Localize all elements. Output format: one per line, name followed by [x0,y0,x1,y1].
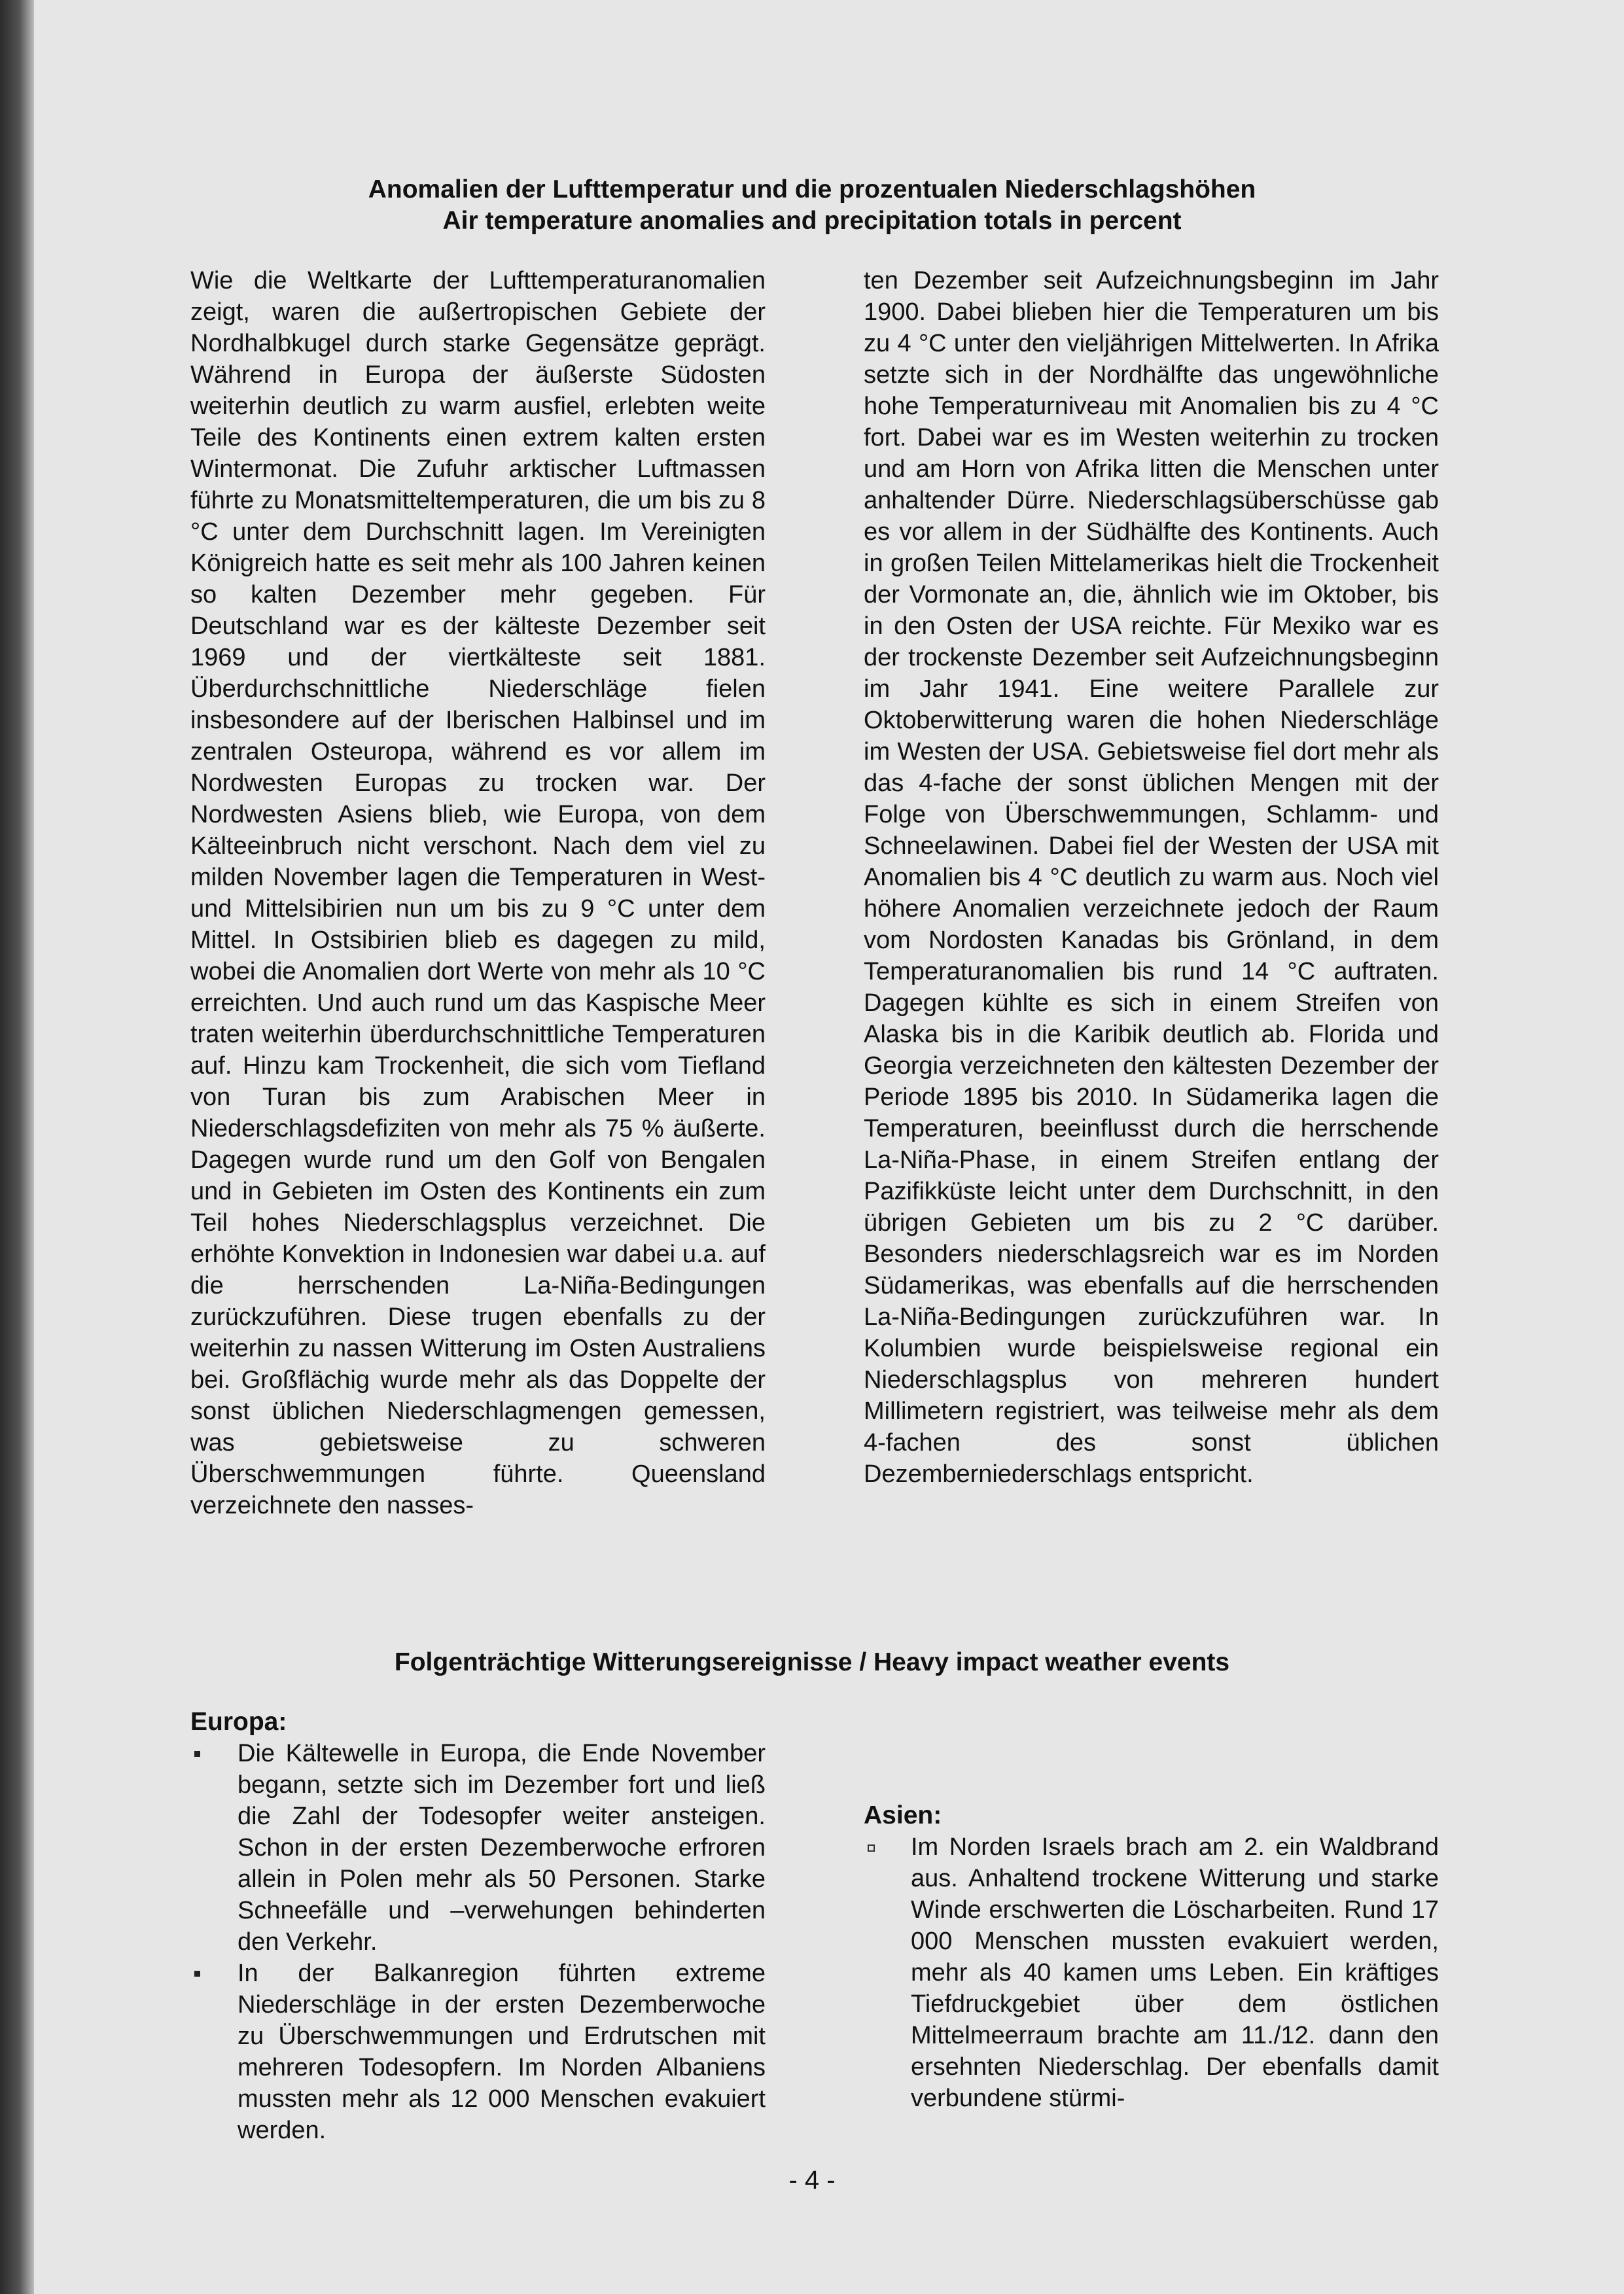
article-column-left [190,265,766,1521]
europe-section-title: Europa: [190,1708,287,1736]
bullet-icon [194,1971,200,1977]
bullet-icon [194,1751,200,1757]
article-text-right: ten Dezember seit Aufzeichnungsbeginn im Jahr 1900. Dabei blieben hier die Temperaturen um bis zu 4 °C unter den vieljährigen Mittelwerten. In Afrika setzte sich in der Nordhälfte das ungewöhnliche hohe Temperaturniveau mit Anomalien bis zu 4 °C fort. Dabei war es im Westen weiterhin zu trocken und am Horn von Afrika litten die Menschen unter anhaltender Dürre. Niederschlagsüberschüsse gab es vor allem in der Südhälfte des Kontinents. Auch in großen Teilen Mittelamerikas hielt die Trockenheit der Vormonate an, die, ähnlich wie im Oktober, bis in den Osten der USA reichte. Für Mexiko war es der trockenste Dezember seit Aufzeichnungsbeginn im Jahr 1941. Eine weitere Parallele zur Oktoberwitterung waren die hohen Niederschläge im Westen der USA. Gebietsweise fiel dort mehr als das 4-fache der sonst üblichen Mengen mit der Folge von Überschwemmungen, Schlamm- und Schneelawinen. Dabei fiel der Westen der USA mit Anomalien bis 4 °C deutlich zu warm aus. Noch viel höhere Anomalien verzeichnete jedoch der Raum vom Nordosten Kanadas bis Grönland, in dem Temperaturanomalien bis rund 14 °C auftraten. Dagegen kühlte es sich in einem Streifen von Alaska bis in die Karibik deutlich ab. Florida und Georgia verzeichneten den kältesten Dezember der Periode 1895 bis 2010. In Südamerika lagen die Temperaturen, beeinflusst durch die herrschende La-Niña-Phase, in einem Streifen entlang der Pazifikküste leicht unter dem Durchschnitt, in den übrigen Gebieten um bis zu 2 °C darüber. Besonders niederschlagsreich war es im Norden Südamerikas, was ebenfalls auf die herrschenden La-Niña-Bedingungen zurückzuführen war. In Kolumbien wurde beispielsweise regional ein Niederschlagsplus von mehreren hundert Millimetern registriert, was teilweise mehr als dem 4-fachen des sonst üblichen Dezemberniederschlags entspricht. [864,267,1439,1488]
scan-shadow-edge [0,0,34,2294]
events-column-left [190,1706,766,2146]
events-heading: Folgenträchtige Witterungsereignisse / Heavy impact weather events [394,1648,1230,1676]
europe-event-text: In der Balkanregion führten extreme Niederschläge in der ersten Dezemberwoche zu Überschwemmungen und Erdrutschen mit mehreren Todesopfern. Im Norden Albaniens mussten mehr als 12 000 Menschen evakuiert werden. [238,1960,766,2144]
asia-section-title: Asien: [864,1801,942,1829]
page-number: - 4 - [788,2166,836,2195]
list-item [864,1831,1439,2114]
bullet-icon [868,1844,875,1852]
asia-event-text: Im Norden Israels brach am 2. ein Waldbrand aus. Anhaltend trockene Witterung und starke Winde erschwerten die Löscharbeiten. Rund 17 000 Menschen mussten evakuiert werden, mehr als 40 kamen ums Leben. Ein kräftiges Tiefdruckgebiet über dem östlichen Mittelmeerraum brachte am 11./12. dann den ersehnten Niederschlag. Der ebenfalls damit verbundene stürmi- [911,1833,1439,2112]
europe-event-text: Die Kältewelle in Europa, die Ende November begann, setzte sich im Dezember fort und ließ die Zahl der Todesopfer weiter ansteigen. Schon in der ersten Dezemberwoche erfroren allein in Polen mehr als 50 Personen. Starke Schneefälle und –verwehungen behinderten den Verkehr. [238,1740,766,1956]
asia-event-list [864,1831,1439,2114]
list-item [190,1738,766,1958]
list-item [190,1958,766,2146]
article-column-right [864,265,1439,1490]
article-text-left: Wie die Weltkarte der Lufttemperaturanomalien zeigt, waren die außertropischen Gebiete der Nordhalbkugel durch starke Gegensätze geprägt. Während in Europa der äußerste Südosten weiterhin deutlich zu warm ausfiel, erlebten weite Teile des Kontinents einen extrem kalten ersten Wintermonat. Die Zufuhr arktischer Luftmassen führte zu Monatsmitteltemperaturen, die um bis zu 8 °C unter dem Durchschnitt lagen. Im Vereinigten Königreich hatte es seit mehr als 100 Jahren keinen so kalten Dezember mehr gegeben. Für Deutschland war es der kälteste Dezember seit 1969 und der viertkälteste seit 1881. Überdurchschnittliche Niederschläge fielen insbesondere auf der Iberischen Halbinsel und im zentralen Osteuropa, während es vor allem im Nordwesten Europas zu trocken war. Der Nordwesten Asiens blieb, wie Europa, von dem Kälteeinbruch nicht verschont. Nach dem viel zu milden November lagen die Temperaturen in West- und Mittelsibirien nun um bis zu 9 °C unter dem Mittel. In Ostsibirien blieb es dagegen zu mild, wobei die Anomalien dort Werte von mehr als 10 °C erreichten. Und auch rund um das Kaspische Meer traten weiterhin überdurchschnittliche Temperaturen auf. Hinzu kam Trockenheit, die sich vom Tiefland von Turan bis zum Arabischen Meer in Niederschlagsdefiziten von mehr als 75 % äußerte. Dagegen wurde rund um den Golf von Bengalen und in Gebieten im Osten des Kontinents ein zum Teil hohes Niederschlagsplus verzeichnet. Die erhöhte Konvektion in Indonesien war dabei u.a. auf die herrschenden La-Niña-Bedingungen zurückzuführen. Diese trugen ebenfalls zu der weiterhin zu nassen Witterung im Osten Australiens bei. Großflächig wurde mehr als das Doppelte der sonst üblichen Niederschlagmengen gemessen, was gebietsweise zu schweren Überschwemmungen führte. Queensland verzeichnete den nasses- [190,267,766,1519]
europe-event-list [190,1738,766,2146]
main-heading-english: Air temperature anomalies and precipitation totals in percent [442,207,1182,235]
events-column-right [864,1800,1439,2114]
main-heading-german: Anomalien der Lufttemperatur und die prozentualen Niederschlagshöhen [368,175,1256,203]
